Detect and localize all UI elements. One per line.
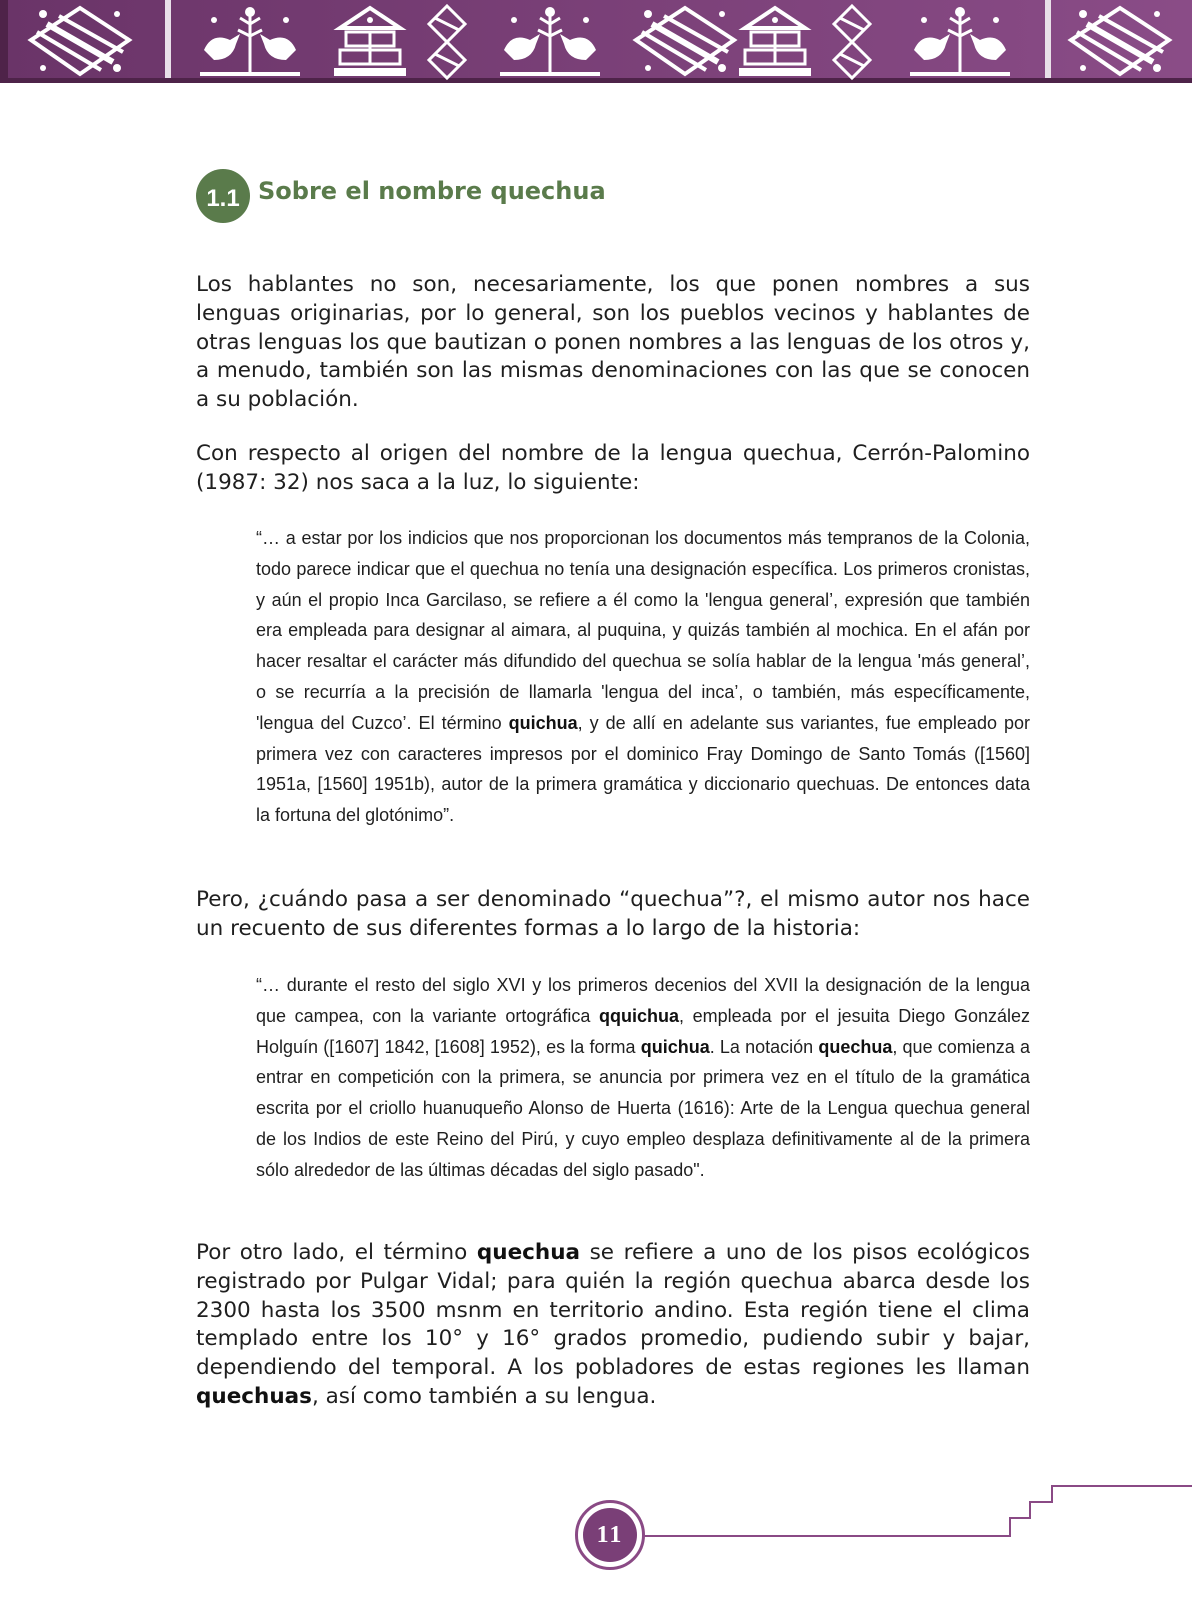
page-number-badge [575, 1500, 645, 1570]
bold-term: qquichua [599, 1005, 679, 1026]
paragraph-question: Pero, ¿cuándo pasa a ser denominado “quechua”?, el mismo autor nos hace un recuento de sus diferentes formas a lo largo de la historia: [196, 887, 1030, 941]
bold-term: quechuas [196, 1383, 312, 1409]
section-title: Sobre el nombre quechua [258, 177, 606, 205]
paragraph-text: se refiere a uno de los pisos ecológicos registrado por Pulgar Vidal; para quién la región quechua abarca desde los 2300 hasta los 3500 msnm en territorio andino. Esta región tiene el clima templado entre los 10° y 16° grados promedio, pudiendo subir y bajar, dependiendo del temporal. A los pobladores de estas regiones les llaman [196, 1240, 1030, 1381]
bold-term: quichua [508, 712, 578, 733]
quote-text: . La notación [709, 1036, 819, 1057]
quote-text: “… a estar por los indicios que nos proporcionan los documentos más tempranos de la Colonia, todo parece indicar que el quechua no tenía una designación específica. Los primeros cronistas, y aún el propio Inca Garcilaso, se refiere a él como la 'lengua general’, expresión que también era empleada para designar al aimara, al puquina, y quizás también al mochica. En el afán por hacer resaltar el carácter más difundido del quechua se solía hablar de la lengua 'más general’, o se recurría a la precisión de llamarla 'lengua del inca’, o también, más específicamente, 'lengua del Cuzco’. El término [256, 528, 1030, 733]
quote-text: , empleada por el jesuita Diego González Holguín ([1607] 1842, [1608] 1952), es la forma [256, 1005, 1030, 1057]
quote-text: , y de allí en adelante sus variantes, fue empleado por primera vez con caracteres impresos por el dominico Fray Domingo de Santo Tomás ([1560] 1951a, [1560] 1951b), autor de la primera gramática y diccionario quechuas. De entonces data la fortuna del glotónimo”. [256, 712, 1030, 826]
paragraph-text: , así como también a su lengua. [311, 1383, 657, 1409]
page-number: 11 [583, 1508, 637, 1562]
quote-cerron-palomino-1 [256, 523, 1030, 831]
paragraph-origin: Con respecto al origen del nombre de la lengua quechua, Cerrón-Palomino (1987: 32) nos saca a la luz, lo siguiente: [196, 441, 1030, 495]
section-heading [196, 168, 606, 224]
section-number-badge: 1.1 [196, 169, 250, 223]
quote-text: , que comienza a entrar en competición con la primera, se anuncia por primera vez en el título de la gramática escrita por el criollo huanuqueño Alonso de Huerta (1616): Arte de la Lengua quechua general de los Indios de este Reino del Pirú, y cuyo empleo desplaza definitivamente al de la primera sólo alrededor de las últimas décadas del siglo pasado". [256, 1036, 1030, 1180]
paragraph-text: Por otro lado, el término [196, 1240, 477, 1265]
paragraph-ecological-region [196, 1239, 1030, 1412]
bold-term: quechua [818, 1036, 893, 1057]
decorative-banner [0, 0, 1192, 83]
quote-cerron-palomino-2 [256, 970, 1030, 1186]
paragraph-intro: Los hablantes no son, necesariamente, los que ponen nombres a sus lenguas originarias, por lo general, son los pueblos vecinos y hablantes de otras lenguas los que bautizan o ponen nombres a las lenguas de los otros y, a menudo, también son las mismas denominaciones con las que se conocen a su población. [196, 272, 1030, 413]
bold-term: quechua [476, 1240, 581, 1265]
quote-text: “… durante el resto del siglo XVI y los primeros decenios del XVII la designación de la lengua que campea, con la variante ortográfica [256, 975, 1030, 1026]
bold-term: quichua [640, 1036, 710, 1057]
